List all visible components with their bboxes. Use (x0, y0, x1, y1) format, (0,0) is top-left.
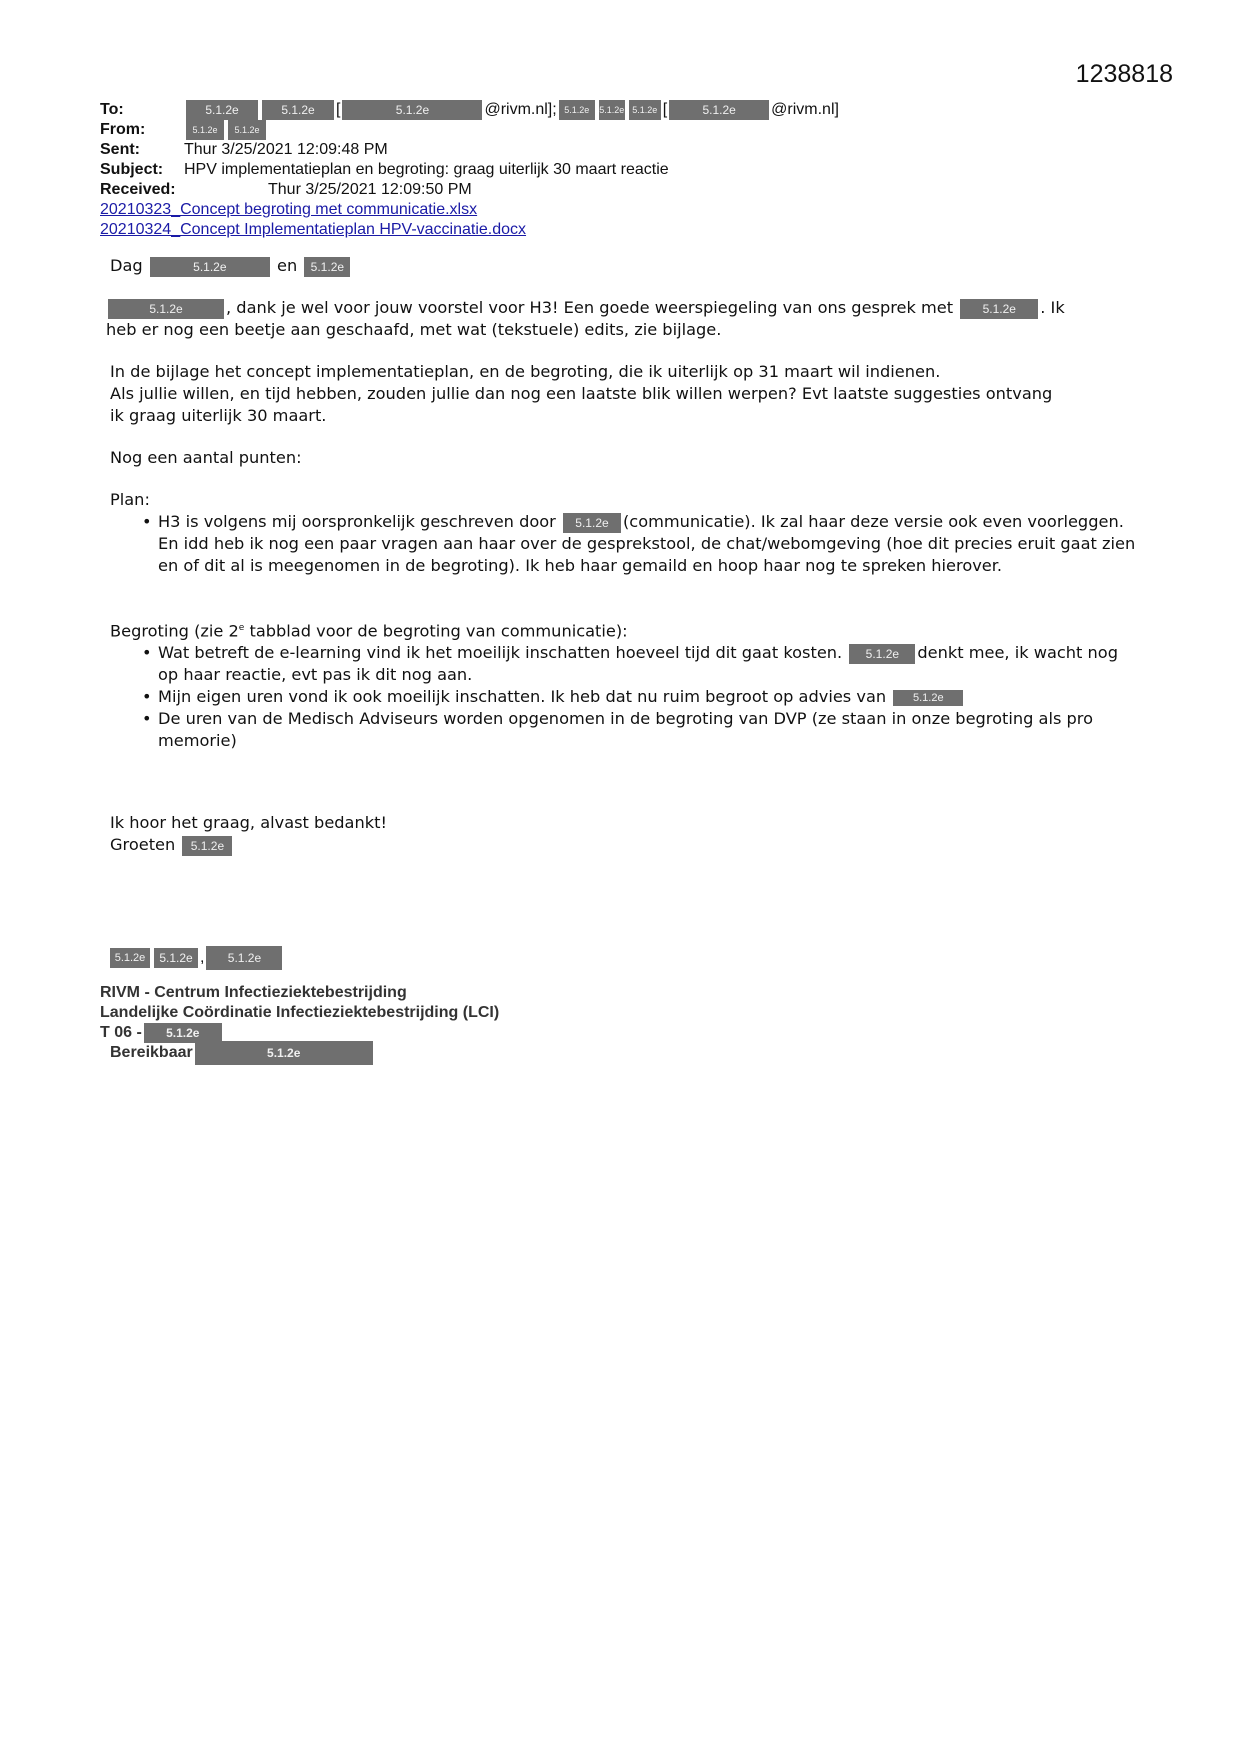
greeting-en: en (276, 256, 298, 275)
received-value: Thur 3/25/2021 12:09:50 PM (268, 181, 472, 198)
redaction-box: 5.1.2e (563, 513, 621, 533)
from-row (100, 120, 839, 140)
paragraph-2-line-2: Als jullie willen, en tijd hebben, zouden jullie dan nog een laatste blik willen werpen? Evt laatste suggesties ontvang (110, 384, 1053, 403)
sent-label: Sent: (100, 141, 140, 158)
redaction-box: 5.1.2e (154, 948, 198, 968)
redaction-box: 5.1.2e (110, 948, 150, 968)
sent-row (100, 140, 839, 160)
subject-label: Subject: (100, 161, 164, 178)
redaction-box: 5.1.2e (150, 257, 270, 277)
to-value (184, 100, 839, 120)
list-item: • Mijn eigen uren vond ik ook moeilijk inschatten. Ik heb dat nu ruim begroot op advies van 5.1.2e (158, 686, 1140, 708)
groeten: Groeten 5.1.2e (110, 834, 1140, 856)
list-item: • H3 is volgens mij oorspronkelijk geschreven door 5.1.2e (communicatie). Ik zal haar deze versie ook even voorleggen. En idd heb ik nog een paar vragen aan haar over de gesprekstool, de chat/webomgeving (hoe dit precies eruit gaat zien en of dit al is meegenomen in de begroting). Ik heb haar gemaild en hoop haar nog te spreken hierover. (158, 511, 1140, 577)
redaction-box: 5.1.2e (849, 644, 915, 664)
list-item: • Wat betreft de e-learning vind ik het moeilijk inschatten hoeveel tijd dit gaat kosten. 5.1.2e denkt mee, ik wacht nog op haar reactie, evt pas ik dit nog aan. (158, 642, 1140, 686)
to-bracket: [ (662, 101, 668, 118)
to-domain: @rivm.nl] (771, 101, 839, 118)
from-value (184, 120, 268, 140)
paragraph-3: Nog een aantal punten: (110, 448, 302, 467)
redaction-box: 5.1.2e (304, 257, 350, 277)
subject-row (100, 160, 839, 180)
paragraph-1-text-a: , dank je wel voor jouw voorstel voor H3! Een goede weerspiegeling van ons gesprek met (226, 298, 954, 317)
email-header (100, 100, 839, 240)
signature (100, 945, 499, 1063)
redaction-box: 5.1.2e (629, 100, 661, 120)
signature-phone-row: T 06 - 5.1.2e (100, 1023, 499, 1043)
begroting-list (110, 642, 1140, 752)
paragraph-2-line-1: In de bijlage het concept implementatieplan, en de begroting, die ik uiterlijk op 31 maart wil indienen. (110, 362, 941, 381)
redaction-box: 5.1.2e (186, 100, 258, 120)
attachment-link-implementatieplan[interactable]: 20210324_Concept Implementatieplan HPV-vaccinatie.docx (100, 221, 527, 238)
paragraph-2-line-3: ik graag uiterlijk 30 maart. (110, 406, 327, 425)
redaction-box: 5.1.2e (599, 100, 625, 120)
redaction-box: 5.1.2e (144, 1023, 222, 1043)
to-domain: @rivm.nl]; (484, 101, 557, 118)
signature-name-row: 5.1.2e 5.1.2e , 5.1.2e (108, 945, 499, 971)
paragraph-2 (110, 361, 1140, 427)
to-row (100, 100, 839, 120)
paragraph-1 (106, 297, 1140, 341)
signature-org-2: Landelijke Coördinatie Infectieziektebestrijding (LCI) (100, 1004, 500, 1021)
received-label: Received: (100, 181, 176, 198)
redaction-box: 5.1.2e (206, 946, 282, 970)
redaction-box: 5.1.2e (195, 1041, 373, 1065)
plan-label: Plan: (110, 490, 150, 509)
paragraph-1-text-b: . Ik (1040, 298, 1065, 317)
email-body (106, 255, 1140, 856)
attachment-row (100, 200, 839, 220)
signature-bereikbaar-row: Bereikbaar 5.1.2e (110, 1043, 499, 1063)
redaction-box: 5.1.2e (960, 299, 1038, 319)
from-label: From: (100, 121, 146, 138)
begroting-label: Begroting (zie 2e tabblad voor de begroting van communicatie): (110, 621, 628, 641)
greeting-dag: Dag (110, 256, 143, 275)
plan-list (110, 511, 1140, 577)
attachment-row (100, 220, 839, 240)
redaction-box: 5.1.2e (342, 100, 482, 120)
received-row (100, 180, 839, 200)
redaction-box: 5.1.2e (262, 100, 334, 120)
paragraph-1-text-c: heb er nog een beetje aan geschaafd, met wat (tekstuele) edits, zie bijlage. (106, 320, 722, 339)
redaction-box: 5.1.2e (108, 299, 224, 319)
redaction-box: 5.1.2e (559, 100, 595, 120)
redaction-box: 5.1.2e (182, 836, 232, 856)
sent-value: Thur 3/25/2021 12:09:48 PM (184, 141, 388, 158)
to-label: To: (100, 101, 124, 118)
list-item: • De uren van de Medisch Adviseurs worden opgenomen in de begroting van DVP (ze staan in onze begroting als pro memorie) (158, 708, 1140, 752)
closing: Ik hoor het graag, alvast bedankt! (110, 813, 387, 833)
redaction-box: 5.1.2e (893, 690, 963, 706)
signature-org-1: RIVM - Centrum Infectieziektebestrijding (100, 984, 407, 1001)
redaction-box: 5.1.2e (228, 120, 266, 140)
attachment-link-begroting[interactable]: 20210323_Concept begroting met communicatie.xlsx (100, 201, 478, 218)
document-number: 1238818 (1075, 60, 1173, 88)
redaction-box: 5.1.2e (186, 120, 224, 140)
redaction-box: 5.1.2e (669, 100, 769, 120)
subject-value: HPV implementatieplan en begroting: graag uiterlijk 30 maart reactie (184, 161, 669, 178)
greeting (110, 255, 1140, 277)
to-bracket: [ (336, 101, 341, 118)
